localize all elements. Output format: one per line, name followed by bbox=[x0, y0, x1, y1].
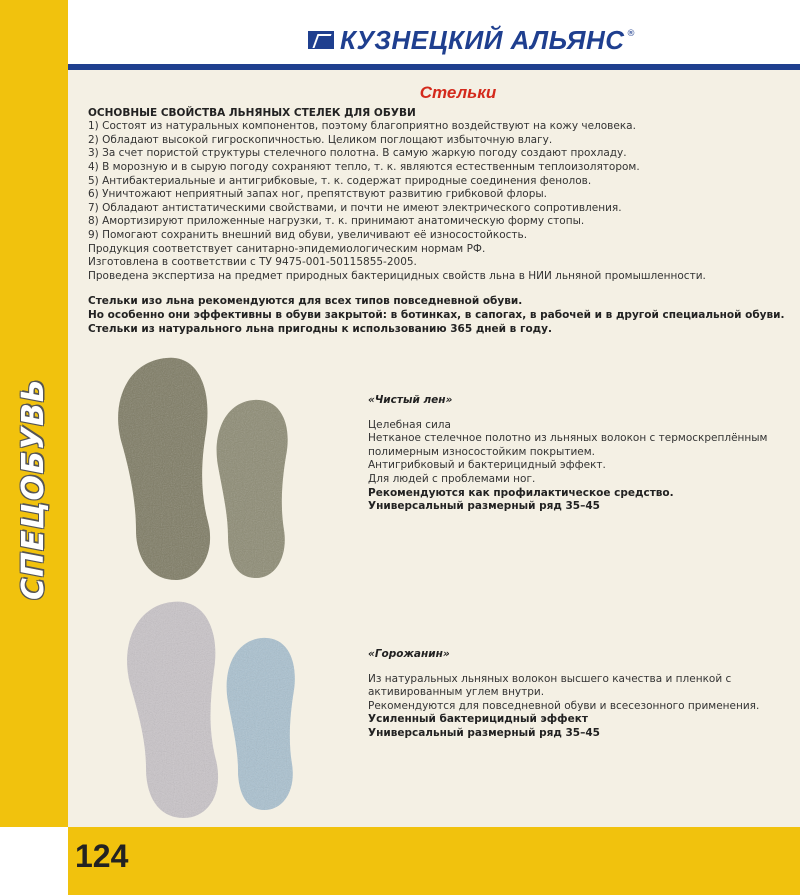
section-heading: ОСНОВНЫЕ СВОЙСТВА ЛЬНЯНЫХ СТЕЛЕК ДЛЯ ОБУВИ bbox=[88, 106, 416, 119]
footer-bar bbox=[68, 827, 800, 895]
property-line: 6) Уничтожают неприятный запах ног, препятствуют развитию грибковой флоры. bbox=[88, 188, 548, 201]
insole-image-city-small bbox=[222, 634, 306, 814]
property-line: 7) Обладают антистатическими свойствами, и почти не имеют электрического сопротивления. bbox=[88, 201, 622, 214]
property-line: 3) За счет пористой структуры стелечного полотна. В самую жаркую погоду создают прохладу. bbox=[88, 147, 627, 160]
footer-corner bbox=[0, 827, 68, 895]
brand-logo bbox=[308, 26, 636, 54]
recommendation-line: Стельки изо льна рекомендуются для всех типов повседневной обуви. bbox=[88, 295, 523, 308]
header-rule bbox=[68, 64, 800, 70]
product-line: полимерным износостойким покрытием. bbox=[368, 445, 595, 458]
property-line: 2) Обладают высокой гигроскопичностью. Целиком поглощают избыточную влагу. bbox=[88, 133, 553, 146]
recommendation-line: Но особенно они эффективны в обуви закрытой: в ботинках, в сапогах, в рабочей и в другой специальной обуви. bbox=[88, 308, 785, 321]
property-line: 9) Помогают сохранить внешний вид обуви, увеличивают её износостойкость. bbox=[88, 228, 528, 241]
brand-mark-icon bbox=[308, 31, 334, 49]
product-line: Для людей с проблемами ног. bbox=[368, 472, 536, 485]
product-line: Целебная сила bbox=[368, 418, 451, 431]
insole-image-clean-flax-small bbox=[210, 396, 300, 582]
product-city bbox=[368, 648, 768, 741]
product-line: активированным углем внутри. bbox=[368, 686, 545, 699]
header bbox=[68, 0, 800, 64]
recommendation-block bbox=[88, 295, 788, 336]
compliance-line: Проведена экспертиза на предмет природных бактерицидных свойств льна в НИИ льняной промышленности. bbox=[88, 269, 706, 282]
property-line: 5) Антибактериальные и антигрибковые, т. к. содержат природные соединения фенолов. bbox=[88, 174, 592, 187]
product-clean-flax bbox=[368, 394, 768, 514]
compliance-line: Продукция соответствует санитарно-эпидемиологическим нормам РФ. bbox=[88, 242, 486, 255]
product-name: «Чистый лен» bbox=[368, 394, 453, 406]
product-line: Рекомендуются для повседневной обуви и всесезонного применения. bbox=[368, 699, 760, 712]
page-title: Стельки bbox=[419, 83, 497, 102]
main-content bbox=[88, 83, 788, 336]
product-line: Нетканое стелечное полотно из льняных волокон с термоскреплённым bbox=[368, 432, 768, 445]
product-highlight: Рекомендуются как профилактическое средство. bbox=[368, 486, 674, 499]
insole-image-city-large bbox=[120, 598, 230, 822]
product-line: Из натуральных льняных волокон высшего качества и пленкой с bbox=[368, 672, 732, 685]
product-size-range: Универсальный размерный ряд 35–45 bbox=[368, 726, 600, 739]
product-size-range: Универсальный размерный ряд 35–45 bbox=[368, 500, 600, 513]
product-line: Антигрибковый и бактерицидный эффект. bbox=[368, 459, 606, 472]
registered-mark: ® bbox=[626, 29, 636, 39]
compliance-line: Изготовлена в соответствии с ТУ 9475-001-50115855-2005. bbox=[88, 256, 417, 269]
product-name: «Горожанин» bbox=[368, 648, 450, 660]
sidebar-category-label: СПЕЦОБУВЬ bbox=[16, 378, 51, 600]
property-line: 8) Амортизируют приложенные нагрузки, т. к. принимают анатомическую форму стопы. bbox=[88, 215, 585, 228]
product-highlight: Усиленный бактерицидный эффект bbox=[368, 713, 588, 726]
brand-name: КУЗНЕЦКИЙ АЛЬЯНС bbox=[340, 25, 625, 55]
property-line: 4) В морозную и в сырую погоду сохраняют тепло, т. к. являются естественным теплоизолятором. bbox=[88, 160, 640, 173]
property-line: 1) Состоят из натуральных компонентов, поэтому благоприятно воздействуют на кожу человека. bbox=[88, 120, 636, 133]
recommendation-line: Стельки из натурального льна пригодны к использованию 365 дней в году. bbox=[88, 322, 552, 335]
page-number: 124 bbox=[75, 838, 129, 874]
